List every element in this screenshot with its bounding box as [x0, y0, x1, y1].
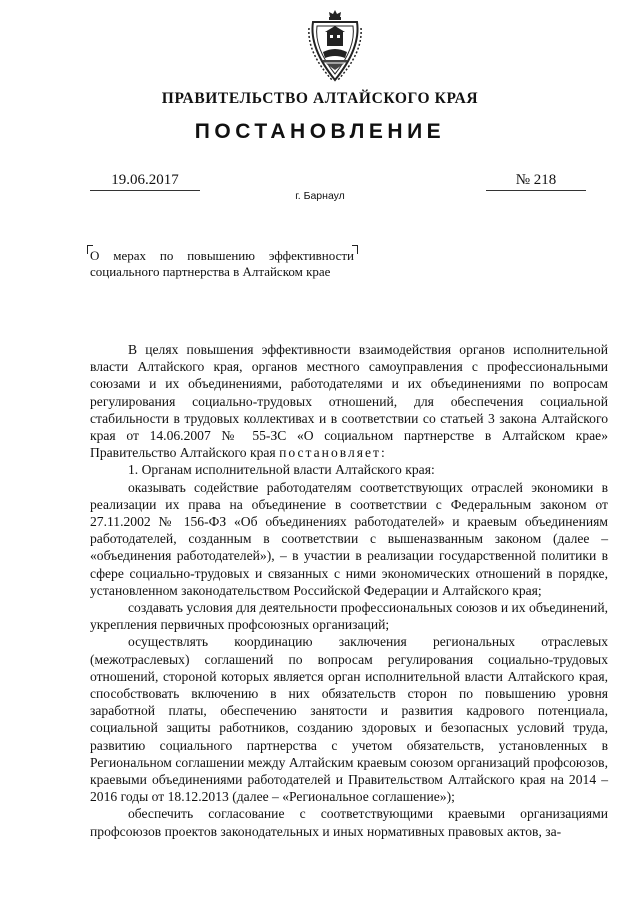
paragraph-unions: создавать условия для деятельности профессиональных союзов и их объединений, укрепления первичных профсоюзных организаций;	[90, 600, 608, 633]
document-subject: О мерах по повышению эффективности социального партнерства в Алтайском крае	[90, 248, 354, 279]
intro-paragraph	[90, 341, 608, 461]
item-1-heading: 1. Органам исполнительной власти Алтайского края:	[128, 462, 435, 478]
decree-word: постановляет:	[279, 445, 387, 461]
document-type: ПОСТАНОВЛЕНИЕ	[194, 120, 446, 143]
paragraph-employers: оказывать содействие работодателям соответствующих отраслей экономики в реализации их права на объединение в соответствии с Федеральным законом от 27.11.2002 № 156-ФЗ «Об объединениях работодателей» и краевым объединениям работодателей, созданным в соответствии с вышеназванным законом (далее – «объединения работодателей»), – в участии в реализации государственной политики в сфере социально-трудовых и связанных с ними экономических отношений в порядке, установленном законодательством Российской Федерации и Алтайского края;	[90, 479, 608, 598]
document-number: № 218	[486, 172, 586, 191]
paragraph-approval: обеспечить согласование с соответствующими краевыми организациями профсоюзов проектов законодательных и иных нормативных правовых актов, за-	[90, 806, 608, 839]
city-label: г. Барнаул	[295, 190, 345, 202]
document-date: 19.06.2017	[90, 172, 200, 191]
intro-text: В целях повышения эффективности взаимодействия органов исполнительной власти Алтайского края, органов местного самоуправления с профессиональными союзами и их объединениями, работодателями и их объединениями по вопросам регулирования социально-трудовых отношений, для обеспечения социальной стабильности в трудовых коллективах и в соответствии со статьей 3 закона Алтайского края от 14.06.2007 № 55-ЗС «О социальном партнерстве в Алтайском крае» Правительство Алтайского края	[90, 342, 608, 461]
org-name: ПРАВИТЕЛЬСТВО АЛТАЙСКОГО КРАЯ	[161, 90, 479, 107]
paragraph-agreements: осуществлять координацию заключения региональных отраслевых (межотраслевых) соглашений по вопросам регулирования социально-трудовых отношений, стороной которых является орган исполнительной власти Алтайского края, способствовать включению в них обязательств сторон по повышению уровня заработной платы, обеспечению занятости и развития кадрового потенциала, социальной защиты работников, созданию здоровых и безопасных условий труда, развитию социального партнерства с учетом обязательств, установленных в Региональном соглашении между Алтайским краевым союзом организаций профсоюзов, краевыми объединениями работодателей и Правительством Алтайского края на 2014 – 2016 годы от 18.12.2013 (далее – «Региональное соглашение»);	[90, 634, 608, 805]
altai-coat-of-arms-icon	[305, 8, 365, 83]
document-body	[90, 341, 608, 840]
